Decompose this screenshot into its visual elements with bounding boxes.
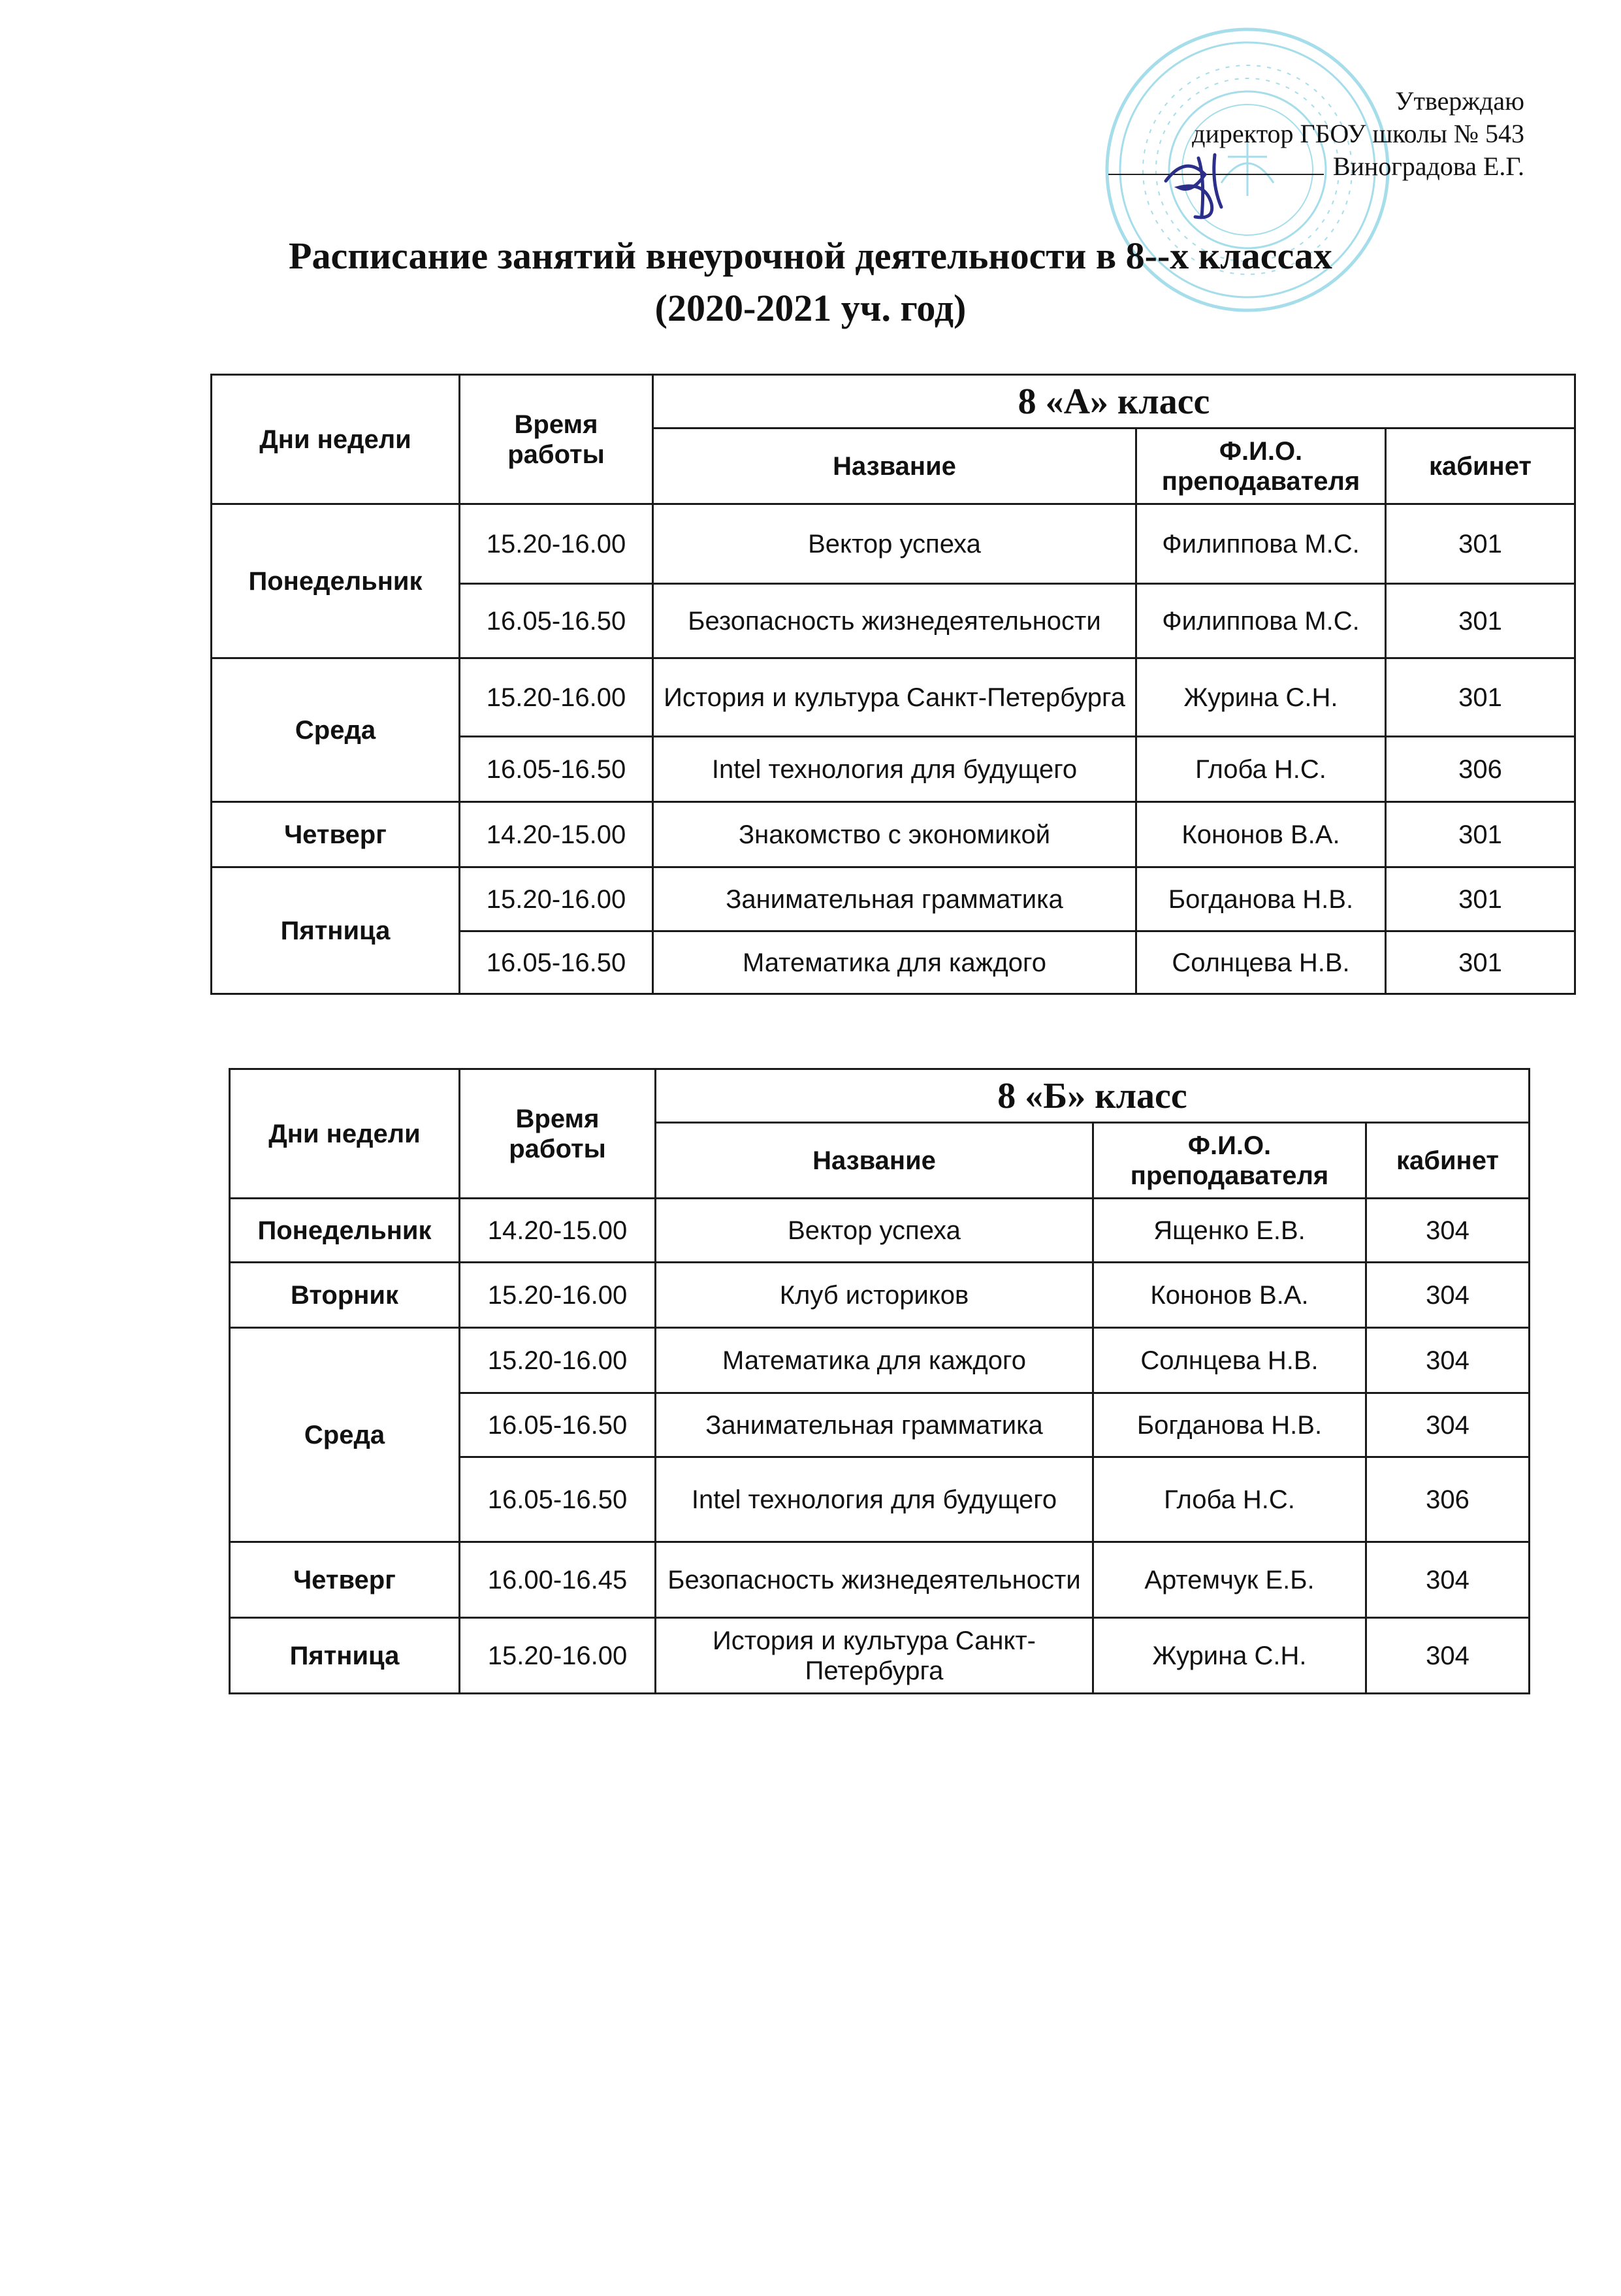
activity-name-cell: Безопасность жизнедеятельности — [656, 1542, 1093, 1618]
activity-name-cell: Математика для каждого — [653, 931, 1136, 994]
day-cell: Четверг — [212, 802, 460, 867]
activity-name-cell: Математика для каждого — [656, 1328, 1093, 1393]
room-cell: 301 — [1386, 802, 1575, 867]
room-cell: 304 — [1366, 1263, 1530, 1328]
header-teacher: Ф.И.О. преподавателя — [1093, 1123, 1366, 1199]
time-cell: 15.20-16.00 — [460, 1328, 656, 1393]
header-day: Дни недели — [212, 375, 460, 504]
time-cell: 15.20-16.00 — [460, 504, 653, 584]
time-cell: 16.05-16.50 — [460, 737, 653, 802]
teacher-cell: Богданова Н.В. — [1093, 1393, 1366, 1457]
header-name: Название — [653, 428, 1136, 504]
day-cell: Четверг — [230, 1542, 460, 1618]
class-title-8a: 8 «А» класс — [653, 375, 1575, 428]
day-cell: Среда — [230, 1328, 460, 1542]
header-time: Время работы — [460, 1069, 656, 1199]
room-cell: 306 — [1366, 1457, 1530, 1542]
page-title — [0, 230, 1621, 334]
schedule-table-8b — [229, 1068, 1530, 1694]
header-room: кабинет — [1366, 1123, 1530, 1199]
activity-name-cell: Intel технология для будущего — [656, 1457, 1093, 1542]
header-teacher: Ф.И.О. преподавателя — [1136, 428, 1386, 504]
activity-name-cell: Intel технология для будущего — [653, 737, 1136, 802]
activity-name-cell: Безопасность жизнедеятельности — [653, 584, 1136, 658]
header-room: кабинет — [1386, 428, 1575, 504]
header-time: Время работы — [460, 375, 653, 504]
teacher-cell: Богданова Н.В. — [1136, 867, 1386, 931]
day-cell: Среда — [212, 658, 460, 802]
teacher-cell: Журина С.Н. — [1093, 1618, 1366, 1694]
time-cell: 14.20-15.00 — [460, 802, 653, 867]
teacher-cell: Артемчук Е.Б. — [1093, 1542, 1366, 1618]
room-cell: 301 — [1386, 867, 1575, 931]
room-cell: 304 — [1366, 1328, 1530, 1393]
activity-name-cell: Занимательная грамматика — [653, 867, 1136, 931]
header-name: Название — [656, 1123, 1093, 1199]
teacher-cell: Кононов В.А. — [1093, 1263, 1366, 1328]
activity-name-cell: История и культура Санкт-Петербурга — [653, 658, 1136, 737]
room-cell: 301 — [1386, 504, 1575, 584]
room-cell: 304 — [1366, 1199, 1530, 1263]
activity-name-cell: Вектор успеха — [653, 504, 1136, 584]
teacher-cell: Солнцева Н.В. — [1093, 1328, 1366, 1393]
teacher-cell: Солнцева Н.В. — [1136, 931, 1386, 994]
time-cell: 14.20-15.00 — [460, 1199, 656, 1263]
room-cell: 301 — [1386, 584, 1575, 658]
day-cell: Пятница — [212, 867, 460, 994]
schedule-table-8a — [210, 374, 1576, 995]
header-day: Дни недели — [230, 1069, 460, 1199]
teacher-cell: Филиппова М.С. — [1136, 504, 1386, 584]
approval-line-2: директор ГБОУ школы № 543 — [1192, 119, 1524, 148]
time-cell: 15.20-16.00 — [460, 867, 653, 931]
room-cell: 301 — [1386, 658, 1575, 737]
teacher-cell: Филиппова М.С. — [1136, 584, 1386, 658]
day-cell: Понедельник — [230, 1199, 460, 1263]
time-cell: 16.05-16.50 — [460, 1393, 656, 1457]
time-cell: 16.05-16.50 — [460, 1457, 656, 1542]
activity-name-cell: История и культура Санкт-Петербурга — [656, 1618, 1093, 1694]
time-cell: 16.05-16.50 — [460, 584, 653, 658]
day-cell: Пятница — [230, 1618, 460, 1694]
teacher-cell: Глоба Н.С. — [1136, 737, 1386, 802]
room-cell: 304 — [1366, 1542, 1530, 1618]
teacher-cell: Ященко Е.В. — [1093, 1199, 1366, 1263]
time-cell: 15.20-16.00 — [460, 1263, 656, 1328]
activity-name-cell: Клуб историков — [656, 1263, 1093, 1328]
teacher-cell: Кононов В.А. — [1136, 802, 1386, 867]
time-cell: 15.20-16.00 — [460, 658, 653, 737]
activity-name-cell: Знакомство с экономикой — [653, 802, 1136, 867]
director-name: Виноградова Е.Г. — [1332, 152, 1524, 181]
teacher-cell: Глоба Н.С. — [1093, 1457, 1366, 1542]
class-title-8b: 8 «Б» класс — [656, 1069, 1530, 1123]
room-cell: 304 — [1366, 1618, 1530, 1694]
activity-name-cell: Занимательная грамматика — [656, 1393, 1093, 1457]
room-cell: 306 — [1386, 737, 1575, 802]
time-cell: 16.05-16.50 — [460, 931, 653, 994]
day-cell: Вторник — [230, 1263, 460, 1328]
approval-line-1: Утверждаю — [1395, 86, 1524, 116]
page-title-line-2: (2020-2021 уч. год) — [654, 287, 967, 329]
room-cell: 304 — [1366, 1393, 1530, 1457]
time-cell: 15.20-16.00 — [460, 1618, 656, 1694]
room-cell: 301 — [1386, 931, 1575, 994]
teacher-cell: Журина С.Н. — [1136, 658, 1386, 737]
signature-image — [1153, 145, 1251, 223]
time-cell: 16.00-16.45 — [460, 1542, 656, 1618]
activity-name-cell: Вектор успеха — [656, 1199, 1093, 1263]
day-cell: Понедельник — [212, 504, 460, 658]
page-title-line-1: Расписание занятий внеурочной деятельности в 8--х классах — [289, 234, 1332, 277]
